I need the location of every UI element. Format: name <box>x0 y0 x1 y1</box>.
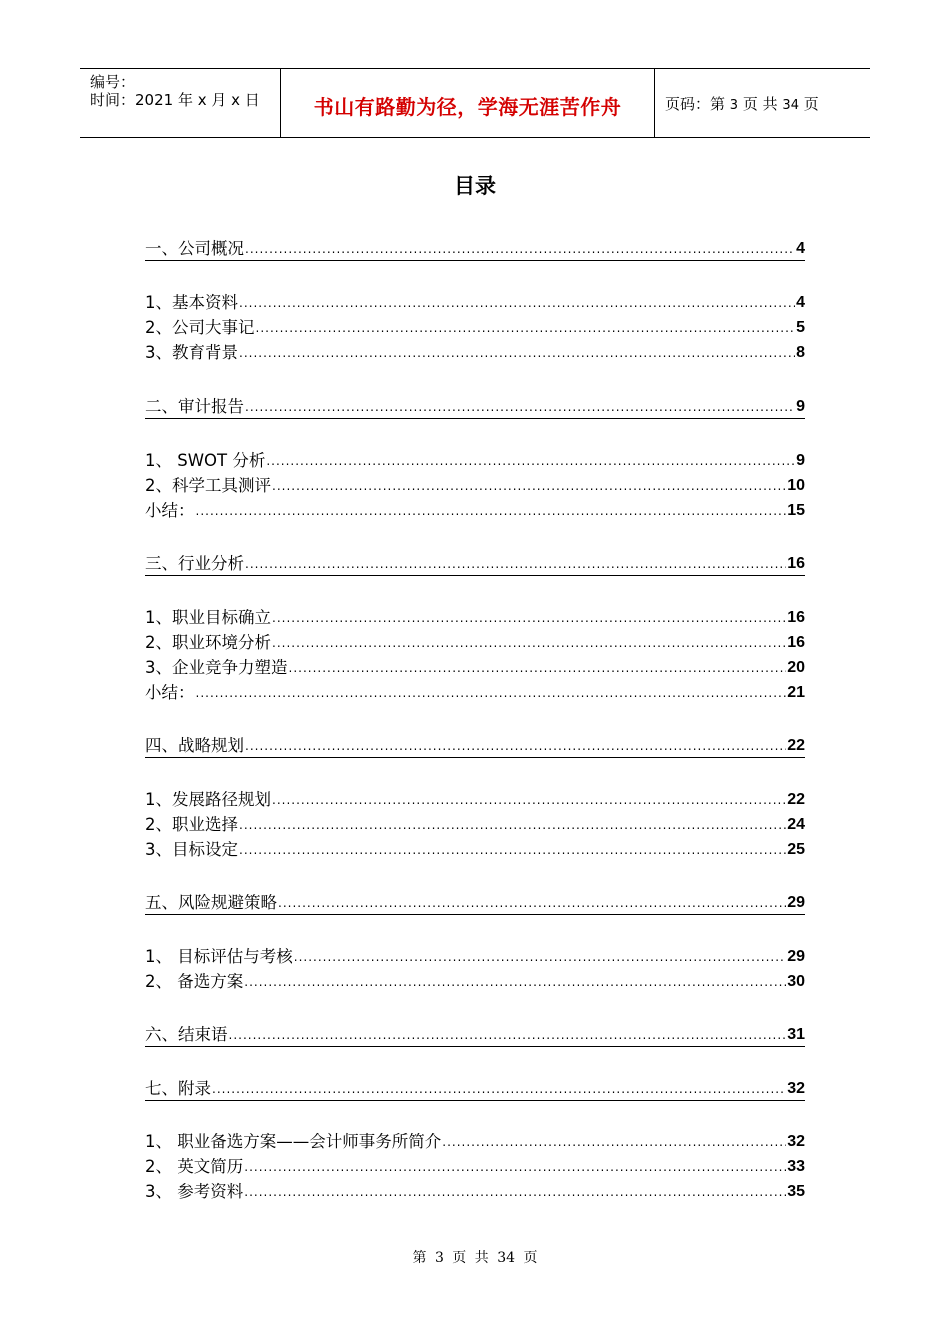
page-footer: 第 3 页 共 34 页 <box>412 1250 538 1266</box>
toc-item[interactable] <box>145 789 805 811</box>
toc-item[interactable] <box>145 1156 805 1178</box>
toc-entry-page: 32 <box>787 1133 805 1150</box>
toc-entry-label: 1、 职业备选方案——会计师事务所简介 <box>145 1132 442 1151</box>
dot-leader <box>244 1184 786 1200</box>
toc-entry-label: 3、企业竞争力塑造 <box>145 658 288 677</box>
page-mid: 页 共 <box>742 95 778 113</box>
toc-entry-label: 1、 目标评估与考核 <box>145 947 293 966</box>
toc-item[interactable] <box>145 450 805 472</box>
toc-entry-page: 30 <box>787 973 805 990</box>
toc-entry-label: 五、风险规避策略 <box>145 893 277 912</box>
toc-entry-page: 10 <box>787 477 805 494</box>
dot-leader <box>196 503 787 519</box>
dot-leader <box>239 842 786 858</box>
dot-leader <box>244 1159 786 1175</box>
toc-entry-page: 25 <box>787 841 805 858</box>
toc-item[interactable] <box>145 682 805 704</box>
toc-title: 目录 <box>454 174 496 198</box>
dot-leader <box>272 610 786 626</box>
toc-item[interactable] <box>145 317 805 339</box>
toc-entry-label: 1、职业目标确立 <box>145 608 271 627</box>
toc-item[interactable] <box>145 657 805 679</box>
toc-entry-page: 21 <box>787 684 805 701</box>
toc-entry-label: 七、附录 <box>145 1079 211 1098</box>
page-prefix: 页码：第 <box>665 95 726 113</box>
header-motto-cell <box>281 69 655 137</box>
dot-leader <box>289 660 787 676</box>
dot-leader <box>244 974 786 990</box>
dot-leader <box>245 738 786 754</box>
toc-entry-label: 四、战略规划 <box>145 736 244 755</box>
toc-entry-page: 9 <box>796 452 805 469</box>
toc-item[interactable] <box>145 1181 805 1203</box>
toc-entry-label: 二、审计报告 <box>145 397 244 416</box>
header-motto: 书山有路勤为径，学海无涯苦作舟 <box>313 95 622 119</box>
dot-leader <box>266 453 795 469</box>
toc-item[interactable] <box>145 500 805 522</box>
toc-entry-page: 22 <box>787 737 805 754</box>
toc-entry-page: 22 <box>787 791 805 808</box>
toc-item[interactable] <box>145 607 805 629</box>
toc-item[interactable] <box>145 342 805 364</box>
dot-leader <box>239 817 786 833</box>
toc-section-1[interactable] <box>145 238 805 261</box>
document-date-label: 时间：2021 年 x 月 x 日 <box>90 91 260 109</box>
dot-leader <box>272 635 786 651</box>
toc-entry-label: 2、 英文简历 <box>145 1157 244 1176</box>
dot-leader <box>278 895 786 911</box>
dot-leader <box>272 478 786 494</box>
toc-entry-page: 33 <box>787 1158 805 1175</box>
toc-entry-label: 2、职业环境分析 <box>145 633 271 652</box>
document-number-label: 编号： <box>90 73 136 91</box>
toc-item[interactable] <box>145 632 805 654</box>
document-header <box>80 68 870 138</box>
toc-entry-page: 5 <box>796 319 805 336</box>
dot-leader <box>442 1134 786 1150</box>
toc-entry-page: 9 <box>796 398 805 415</box>
toc-section-4[interactable] <box>145 735 805 758</box>
toc-entry-label: 2、科学工具测评 <box>145 476 271 495</box>
toc-item[interactable] <box>145 971 805 993</box>
toc-item[interactable] <box>145 814 805 836</box>
toc-entry-page: 20 <box>787 659 805 676</box>
toc-entry-label: 3、教育背景 <box>145 343 238 362</box>
toc-section-5[interactable] <box>145 892 805 915</box>
page-suffix: 页 <box>803 95 819 113</box>
dot-leader <box>294 949 786 965</box>
toc-entry-page: 16 <box>787 555 805 572</box>
dot-leader <box>245 556 786 572</box>
toc-entry-page: 24 <box>787 816 805 833</box>
header-page-cell <box>655 69 870 137</box>
dot-leader <box>196 685 787 701</box>
dot-leader <box>212 1081 786 1097</box>
toc-entry-label: 小结： <box>145 683 195 702</box>
toc-section-2[interactable] <box>145 396 805 419</box>
toc-section-6[interactable] <box>145 1024 805 1047</box>
dot-leader <box>245 241 795 257</box>
toc-entry-page: 29 <box>787 948 805 965</box>
dot-leader <box>272 792 786 808</box>
toc-item[interactable] <box>145 946 805 968</box>
toc-section-7[interactable] <box>145 1078 805 1101</box>
toc-entry-label: 1、 SWOT 分析 <box>145 451 266 470</box>
toc-entry-label: 三、行业分析 <box>145 554 244 573</box>
dot-leader <box>229 1027 787 1043</box>
page-total: 34 <box>782 98 799 113</box>
toc-entry-label: 2、职业选择 <box>145 815 238 834</box>
toc-entry-label: 3、目标设定 <box>145 840 238 859</box>
toc-item[interactable] <box>145 475 805 497</box>
header-meta-cell <box>80 69 281 137</box>
toc-entry-label: 3、 参考资料 <box>145 1182 244 1201</box>
toc-item[interactable] <box>145 1131 805 1153</box>
toc-entry-page: 35 <box>787 1183 805 1200</box>
toc-entry-label: 一、公司概况 <box>145 239 244 258</box>
toc-section-3[interactable] <box>145 553 805 576</box>
header-page-info <box>665 93 819 114</box>
toc-item[interactable] <box>145 292 805 314</box>
toc-entry-label: 1、基本资料 <box>145 293 238 312</box>
toc-item[interactable] <box>145 839 805 861</box>
toc-entry-page: 29 <box>787 894 805 911</box>
dot-leader <box>239 295 795 311</box>
toc-entry-page: 4 <box>796 240 805 257</box>
toc-entry-page: 16 <box>787 634 805 651</box>
toc-entry-page: 8 <box>796 344 805 361</box>
toc-entry-label: 六、结束语 <box>145 1025 228 1044</box>
toc-entry-page: 32 <box>787 1080 805 1097</box>
page-current: 3 <box>729 98 739 113</box>
dot-leader <box>239 345 795 361</box>
toc-entry-page: 16 <box>787 609 805 626</box>
dot-leader <box>256 320 796 336</box>
toc-entry-page: 4 <box>796 294 805 311</box>
toc-entry-page: 15 <box>787 502 805 519</box>
toc-entry-page: 31 <box>787 1026 805 1043</box>
toc-entry-label: 1、发展路径规划 <box>145 790 271 809</box>
toc-entry-label: 2、公司大事记 <box>145 318 255 337</box>
toc-entry-label: 小结： <box>145 501 195 520</box>
toc-entry-label: 2、 备选方案 <box>145 972 244 991</box>
dot-leader <box>245 399 795 415</box>
